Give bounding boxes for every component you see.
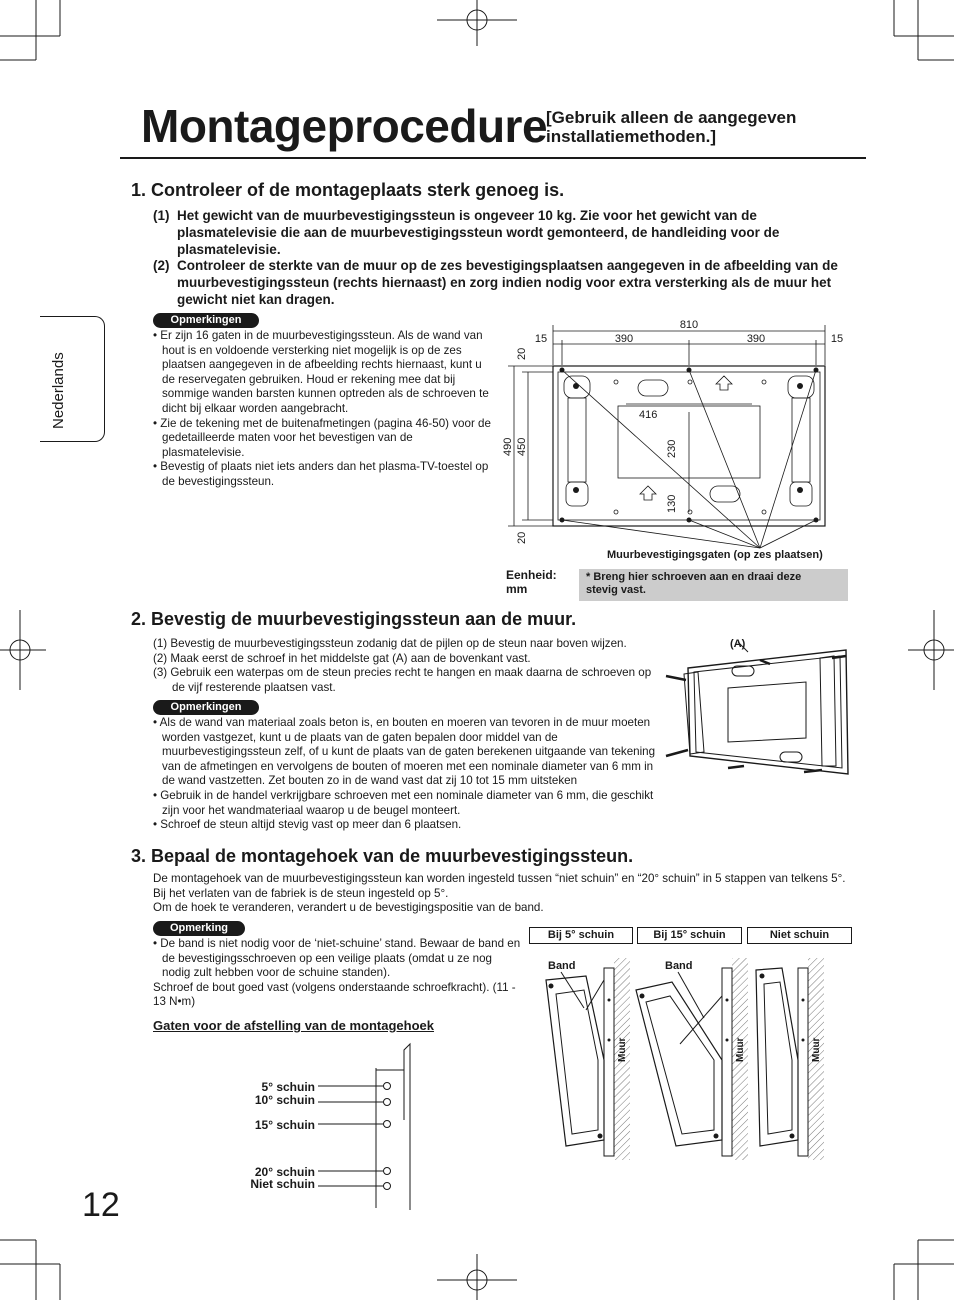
section2-steps bbox=[153, 637, 665, 695]
section1-item-1: (1) Het gewicht van de muurbevestigingssteun is ongeveer 10 kg. Zie voor het gewicht van de plasmatelevisie die aan de muurbevestigingssteun wordt gemonteerd, de handleiding voor de plasmatelevisie. bbox=[153, 208, 780, 257]
language-tab bbox=[40, 316, 105, 442]
label-a: (A) bbox=[730, 638, 746, 650]
section3-notes bbox=[153, 937, 523, 1010]
page-subtitle: [Gebruik alleen de aangegeven installatiemethoden.] bbox=[546, 108, 797, 146]
note-item: • Gebruik in de handel verkrijgbare schroeven met een nominale diameter van 6 mm, die geschikt zijn voor het wandmateriaal waarop u de beugel monteert. bbox=[153, 788, 654, 817]
bracket-dimension-diagram bbox=[500, 312, 860, 608]
notes-badge-2: Opmerkingen bbox=[153, 700, 259, 715]
note-item: • Er zijn 16 gaten in de muurbevestigingssteun. Als de wand van hout is en voldoende versterking niet mogelijk is op de zes plaatsen aangegeven in de afbeelding rechts hiernaast, kunt u de reservegaten gebruiken. Houd er rekening mee dat bij sommige wanden barsten kunnen optreden als de schroeven te dicht bij elkaar worden aangebracht. bbox=[153, 329, 489, 415]
dim-130: 130 bbox=[666, 494, 678, 513]
step-item: (2) Maak eerst de schroef in het middelste gat (A) aan de bovenkant vast. bbox=[153, 651, 531, 665]
tilt-label-5: Bij 5° schuin bbox=[529, 927, 633, 944]
section1-notes bbox=[153, 329, 496, 490]
dim-20-top: 20 bbox=[516, 347, 528, 360]
note-item: • Zie de tekening met de buitenafmetingen (pagina 46-50) voor de gedetailleerde maten voor het bevestigen van de plasmatelevisie. bbox=[153, 416, 491, 459]
dim-390-right: 390 bbox=[746, 333, 766, 345]
note-item: • Bevestig of plaats niet iets anders dan het plasma-TV-toestel op de bevestigingssteun. bbox=[153, 460, 489, 488]
wall-label: Muur bbox=[617, 1037, 628, 1062]
band-label: Band bbox=[665, 960, 693, 972]
language-label: Nederlands bbox=[50, 352, 67, 429]
unit-label: Eenheid: mm bbox=[506, 568, 557, 596]
section2-notes bbox=[153, 716, 659, 833]
holes-caption: Muurbevestigingsgaten (op zes plaatsen) bbox=[607, 549, 823, 561]
section3-intro: De montagehoek van de muurbevestigingssteun kan worden ingesteld tussen “niet schuin” en “20° schuin” in 5 stappen van telkens 5°. Bij het verlaten van de fabriek is de steun ingesteld op 5°. Om de hoek te veranderen, verandert u de bevestigingspositie van de band. bbox=[153, 872, 846, 915]
dim-416: 416 bbox=[639, 409, 658, 421]
note-item: • De band is niet nodig voor de ‘niet-schuine’ stand. Bewaar de band en de bevestigingsschroeven op een veilige plaats (omdat u ze nog nodig zult hebben voor de schuine standen). bbox=[153, 937, 521, 980]
dim-450: 450 bbox=[516, 437, 528, 456]
section3-heading: 3. Bepaal de montagehoek van de muurbevestigingssteun. bbox=[131, 846, 634, 866]
dim-490: 490 bbox=[502, 437, 514, 456]
section1-heading: 1. Controleer of de montageplaats sterk genoeg is. bbox=[131, 180, 565, 200]
tilt-label-15: Bij 15° schuin bbox=[637, 927, 742, 944]
note-item: • Schroef de steun altijd stevig vast op meer dan 6 plaatsen. bbox=[153, 818, 462, 832]
angle-holes-diagram bbox=[240, 1040, 420, 1212]
screw-note: * Breng hier schroeven aan en draai deze stevig vast. bbox=[579, 569, 848, 601]
dim-230: 230 bbox=[666, 439, 678, 458]
step-item: (3) Gebruik een waterpas om de steun precies recht te hangen en maak daarna de schroeven op de vijf resterende plaatsen vast. bbox=[153, 666, 652, 694]
angle-label: 15° schuin bbox=[254, 1118, 315, 1132]
dim-390-left: 390 bbox=[614, 333, 634, 345]
dim-20-bottom: 20 bbox=[516, 531, 528, 544]
dim-810: 810 bbox=[679, 319, 699, 331]
angle-label: 10° schuin bbox=[254, 1093, 315, 1107]
wall-label: Muur bbox=[735, 1037, 746, 1062]
section2-heading: 2. Bevestig de muurbevestigingssteun aan de muur. bbox=[131, 609, 577, 629]
dim-15-left: 15 bbox=[534, 333, 548, 345]
section1-item-2: (2) Controleer de sterkte van de muur op de zes bevestigingsplaatsen aangegeven in de afbeelding van de muurbevestigingssteun (rechts hiernaast) en zorg indien nodig voor extra versterking als de muur het gewicht niet kan dragen. bbox=[153, 258, 838, 307]
angle-label: 5° schuin bbox=[261, 1080, 315, 1094]
tilt-label-none: Niet schuin bbox=[747, 927, 852, 944]
page-number: 12 bbox=[82, 1186, 120, 1224]
notes-badge-1: Opmerkingen bbox=[153, 313, 259, 328]
note-item: • Als de wand van materiaal zoals beton is, en bouten en moeren van tevoren in de muur moeten worden vastgezet, kunt u de plaats van de gaten bepalen door middel van de muurbevestigingssteun zelf, of u kunt de plaats van de gaten berekenen uitgaande van tekening van de afmetingen en vervolgens de bouten of moeren met een nominale diameter van 6 mm in de wand vastzetten. Zet bouten zo in de wand vast dat zij 10 tot 15 mm uitsteken bbox=[153, 716, 656, 788]
tilt-side-views bbox=[530, 950, 856, 1165]
dim-15-right: 15 bbox=[830, 333, 844, 345]
page-title: Montageprocedure bbox=[141, 100, 548, 152]
title-rule bbox=[120, 157, 866, 159]
note-badge-3: Opmerking bbox=[153, 921, 245, 936]
band-label: Band bbox=[548, 960, 576, 972]
step-item: (1) Bevestig de muurbevestigingssteun zodanig dat de pijlen op de steun naar boven wijzen. bbox=[153, 637, 627, 650]
torque-note: Schroef de bout goed vast (volgens onderstaande schroefkracht). (11 - 13 N•m) bbox=[153, 980, 516, 1009]
bracket-mounting-figure bbox=[660, 636, 856, 786]
angle-label: Niet schuin bbox=[250, 1177, 315, 1191]
angle-label: 20° schuin bbox=[254, 1165, 315, 1179]
wall-label: Muur bbox=[811, 1037, 822, 1062]
holes-title: Gaten voor de afstelling van de montagehoek bbox=[153, 1018, 435, 1033]
